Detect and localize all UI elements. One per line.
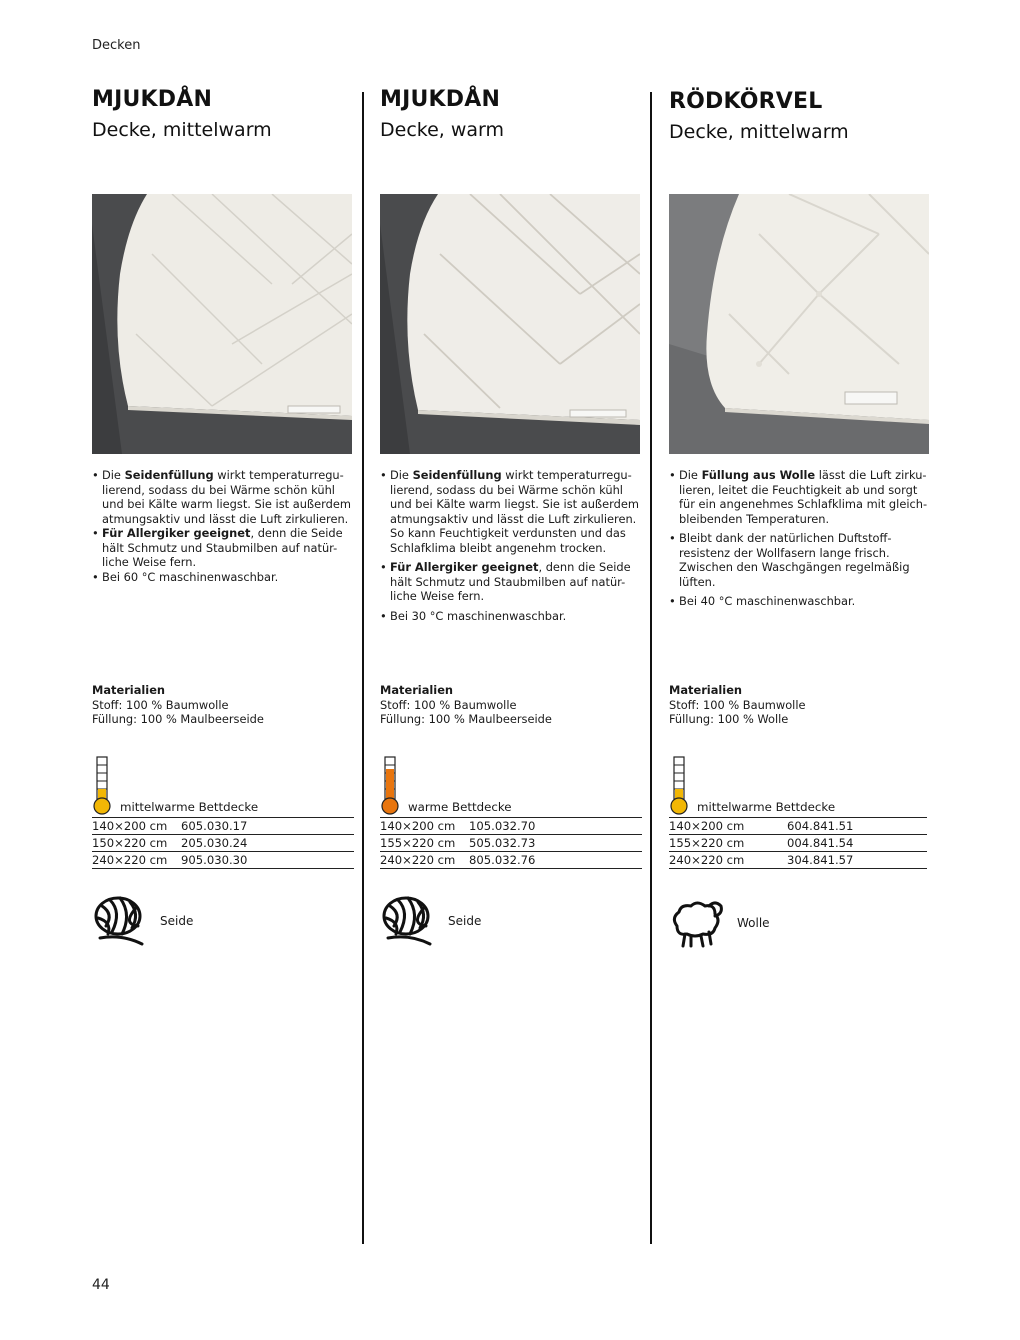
material-line: Stoff: 100 % Baumwolle: [669, 697, 806, 712]
table-row: 155×220 cm 004.841.54: [669, 835, 927, 852]
materials-heading: Materialien: [669, 683, 743, 697]
feature-item: • Die Seidenfüllung wirkt temperaturregu-lierend, sodass du bei Wärme schön kühl und bei Kälte warm liegst. Sie ist außerdem atmungsaktiv und lässt die Luft zirkulieren.: [92, 468, 354, 526]
feature-item: • Die Seidenfüllung wirkt temperaturregu-lierend, sodass du bei Wärme schön kühl und bei Kälte warm liegst. Sie ist außerdem atmungsaktiv und lässt die Luft zirkulieren. So kann Feuchtigkeit verdunsten und das Schlafklima bleibt angenehm trocken.: [380, 468, 642, 555]
column-divider: [362, 92, 364, 1244]
size-table: [380, 817, 642, 869]
fill-label: Seide: [448, 914, 482, 928]
size-table: [669, 817, 927, 869]
product-column-mjukdan-warm: [380, 86, 644, 928]
material-line: Stoff: 100 % Baumwolle: [380, 697, 517, 712]
section-label: Decken: [92, 38, 141, 53]
feature-item: • Bei 60 °C maschinenwaschbar.: [92, 570, 354, 585]
product-subtitle: Decke, warm: [380, 119, 505, 141]
silk-icon: [380, 894, 436, 950]
thermometer-icon: [92, 756, 114, 816]
sheep-icon: [669, 896, 725, 952]
feature-list: [380, 468, 642, 623]
feature-list: [669, 468, 931, 609]
product-column-mjukdan-mittelwarm: [92, 86, 356, 928]
warmth-label: mittelwarme Bettdecke: [120, 800, 259, 814]
column-divider: [650, 92, 652, 1244]
product-subtitle: Decke, mittelwarm: [669, 121, 849, 143]
thermometer-icon: [669, 756, 691, 816]
feature-item: • Für Allergiker geeignet, denn die Seide hält Schmutz und Staubmilben auf natür-liche Weise fern.: [92, 526, 354, 570]
table-row: 140×200 cm 604.841.51: [669, 818, 927, 835]
table-row: 140×200 cm 105.032.70: [380, 818, 642, 835]
materials-block: [669, 683, 806, 727]
materials-heading: Materialien: [380, 683, 454, 697]
product-name: MJUKDÅN: [380, 87, 501, 112]
warmth-label: warme Bettdecke: [408, 800, 512, 814]
page-number: 44: [92, 1277, 110, 1293]
material-line: Füllung: 100 % Maulbeerseide: [380, 712, 552, 726]
feature-item: • Die Füllung aus Wolle lässt die Luft zirku-lieren, leitet die Feuchtigkeit ab und sorgt für ein angenehmes Schlafklima mit gleich-bleibenden Temperaturen.: [669, 468, 931, 526]
material-line: Füllung: 100 % Wolle: [669, 712, 789, 726]
fill-label: Wolle: [737, 916, 770, 930]
silk-icon: [92, 894, 148, 950]
materials-block: [380, 683, 552, 727]
product-photo-duvet: [92, 194, 352, 454]
feature-item: • Bei 40 °C maschinenwaschbar.: [669, 594, 931, 609]
fill-label: Seide: [160, 914, 194, 928]
material-line: Stoff: 100 % Baumwolle: [92, 697, 229, 712]
table-row: 240×220 cm 805.032.76: [380, 852, 642, 869]
materials-block: [92, 683, 264, 727]
table-row: 240×220 cm 304.841.57: [669, 852, 927, 869]
product-name: MJUKDÅN: [92, 87, 213, 112]
feature-list: [92, 468, 354, 584]
table-row: 140×200 cm 605.030.17: [92, 818, 354, 835]
materials-heading: Materialien: [92, 683, 166, 697]
warmth-label: mittelwarme Bettdecke: [697, 800, 836, 814]
thermometer-icon: [380, 756, 402, 816]
product-subtitle: Decke, mittelwarm: [92, 119, 272, 141]
material-line: Füllung: 100 % Maulbeerseide: [92, 712, 264, 726]
size-table: [92, 817, 354, 869]
product-column-rodkorvel: [669, 86, 933, 930]
feature-item: • Bleibt dank der natürlichen Duftstoff-resistenz der Wollfasern lange frisch. Zwischen den Waschgängen regelmäßig lüften.: [669, 531, 931, 589]
product-photo-duvet: [669, 194, 929, 454]
table-row: 155×220 cm 505.032.73: [380, 835, 642, 852]
feature-item: • Bei 30 °C maschinenwaschbar.: [380, 609, 642, 624]
table-row: 150×220 cm 205.030.24: [92, 835, 354, 852]
table-row: 240×220 cm 905.030.30: [92, 852, 354, 869]
product-name: RÖDKÖRVEL: [669, 89, 823, 114]
feature-item: • Für Allergiker geeignet, denn die Seide hält Schmutz und Staubmilben auf natür-liche Weise fern.: [380, 560, 642, 604]
product-photo-duvet: [380, 194, 640, 454]
